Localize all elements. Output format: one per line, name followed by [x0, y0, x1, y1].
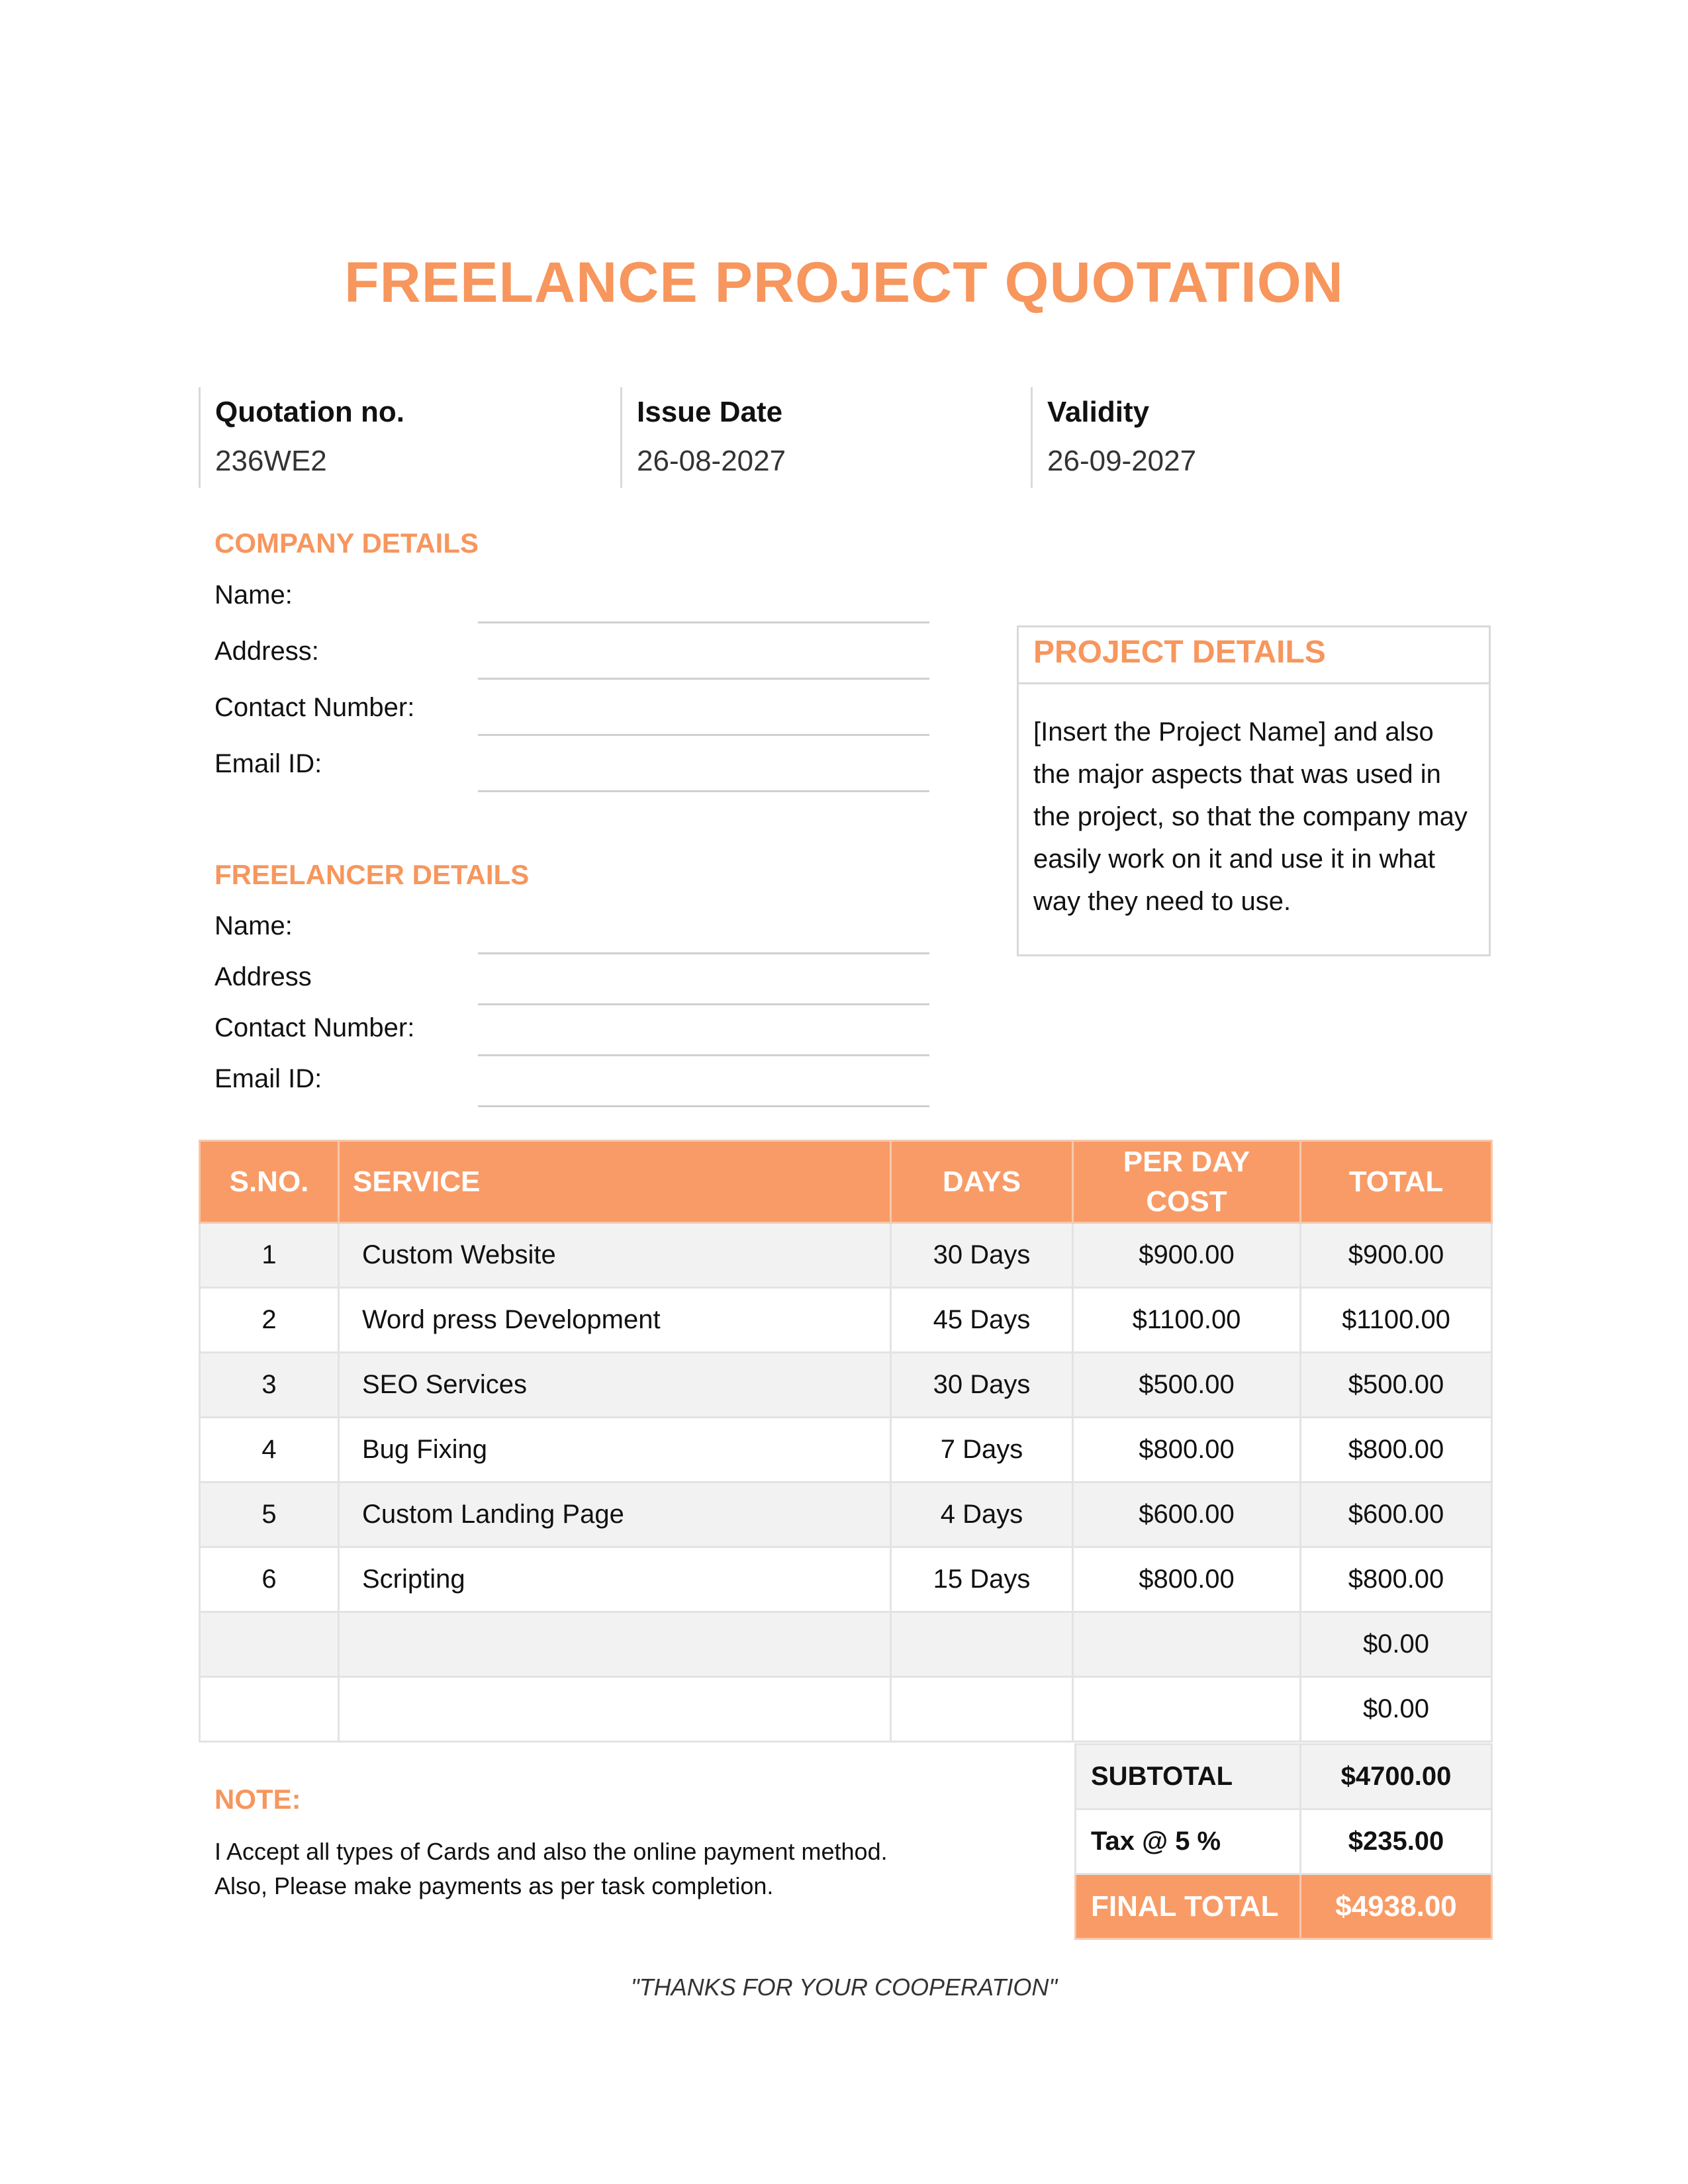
document-title: FREELANCE PROJECT QUOTATION: [344, 251, 1344, 314]
company-email-field[interactable]: [478, 790, 929, 792]
table-header-row: [200, 1141, 1492, 1223]
freelancer-details-heading: FREELANCER DETAILS: [214, 859, 530, 890]
subtotal-row: [1076, 1745, 1492, 1809]
table-row: [200, 1223, 1492, 1288]
cell-sno: 1: [200, 1223, 339, 1288]
table-row: [200, 1418, 1492, 1482]
totals-table: [1074, 1743, 1493, 1940]
final-total-row: [1076, 1874, 1492, 1939]
thanks-footer: "THANKS FOR YOUR COOPERATION": [630, 1974, 1058, 2001]
company-name-row: [214, 570, 929, 623]
subtotal-label: SUBTOTAL: [1076, 1745, 1301, 1809]
freelancer-name-label: Name:: [214, 911, 293, 940]
validity-label: Validity: [1047, 396, 1150, 428]
cell-sno: [200, 1612, 339, 1677]
validity-value: 26-09-2027: [1047, 445, 1197, 477]
cell-service: Bug Fixing: [339, 1418, 891, 1482]
note-text: [214, 1835, 888, 1903]
company-contact-row: [214, 683, 929, 736]
freelancer-email-label: Email ID:: [214, 1064, 322, 1093]
cell-days: 30 Days: [891, 1223, 1073, 1288]
issue-date-value: 26-08-2027: [637, 445, 786, 477]
final-total-label: FINAL TOTAL: [1076, 1874, 1301, 1939]
subtotal-value: $4700.00: [1301, 1745, 1492, 1809]
freelancer-contact-row: [214, 1003, 929, 1056]
freelancer-contact-label: Contact Number:: [214, 1013, 415, 1042]
company-address-field[interactable]: [478, 678, 929, 680]
cell-total: $800.00: [1301, 1547, 1492, 1612]
cell-total: $500.00: [1301, 1353, 1492, 1418]
company-name-label: Name:: [214, 580, 293, 610]
cell-per-day-cost: $600.00: [1073, 1482, 1301, 1547]
cell-service: Word press Development: [339, 1288, 891, 1353]
tax-label: Tax @ 5 %: [1076, 1809, 1301, 1874]
table-row: [200, 1353, 1492, 1418]
table-row: [200, 1288, 1492, 1353]
project-details-heading: PROJECT DETAILS: [1019, 627, 1489, 684]
company-name-field[interactable]: [478, 621, 929, 623]
header-days: DAYS: [891, 1141, 1073, 1223]
cell-service: SEO Services: [339, 1353, 891, 1418]
table-row: [200, 1612, 1492, 1677]
company-details-heading: COMPANY DETAILS: [214, 527, 479, 559]
cell-service: [339, 1677, 891, 1742]
cell-total: $600.00: [1301, 1482, 1492, 1547]
cell-days: 15 Days: [891, 1547, 1073, 1612]
cell-service: Custom Website: [339, 1223, 891, 1288]
cell-sno: 2: [200, 1288, 339, 1353]
quotation-number-value: 236WE2: [215, 445, 327, 477]
cell-days: 7 Days: [891, 1418, 1073, 1482]
table-row: [200, 1547, 1492, 1612]
cell-sno: 3: [200, 1353, 339, 1418]
cell-days: [891, 1677, 1073, 1742]
cell-total: $1100.00: [1301, 1288, 1492, 1353]
services-table: [199, 1140, 1493, 1743]
cell-days: 4 Days: [891, 1482, 1073, 1547]
cell-service: Custom Landing Page: [339, 1482, 891, 1547]
cell-sno: 6: [200, 1547, 339, 1612]
header-per-day-cost: PER DAY COST: [1073, 1141, 1301, 1223]
cell-total: $0.00: [1301, 1612, 1492, 1677]
cell-service: Scripting: [339, 1547, 891, 1612]
cell-per-day-cost: $900.00: [1073, 1223, 1301, 1288]
table-row: [200, 1482, 1492, 1547]
table-row: [200, 1677, 1492, 1742]
cell-per-day-cost: $1100.00: [1073, 1288, 1301, 1353]
cell-service: [339, 1612, 891, 1677]
note-line-2: Also, Please make payments as per task completion.: [214, 1872, 774, 1899]
cell-total: $900.00: [1301, 1223, 1492, 1288]
validity-block: [1031, 387, 1428, 488]
note-heading: NOTE:: [214, 1784, 301, 1815]
tax-row: [1076, 1809, 1492, 1874]
cell-per-day-cost: $800.00: [1073, 1418, 1301, 1482]
note-line-1: I Accept all types of Cards and also the online payment method.: [214, 1838, 888, 1865]
cell-sno: 4: [200, 1418, 339, 1482]
cell-per-day-cost: [1073, 1677, 1301, 1742]
header-total: TOTAL: [1301, 1141, 1492, 1223]
cell-days: 30 Days: [891, 1353, 1073, 1418]
freelancer-name-row: [214, 901, 929, 954]
company-address-label: Address:: [214, 637, 319, 666]
quotation-number-block: [199, 387, 609, 488]
cell-per-day-cost: $500.00: [1073, 1353, 1301, 1418]
company-email-label: Email ID:: [214, 749, 322, 778]
company-contact-field[interactable]: [478, 734, 929, 736]
issue-date-block: [620, 387, 1017, 488]
cell-sno: 5: [200, 1482, 339, 1547]
tax-value: $235.00: [1301, 1809, 1492, 1874]
cell-sno: [200, 1677, 339, 1742]
project-details-box: [1017, 625, 1491, 956]
final-total-value: $4938.00: [1301, 1874, 1492, 1939]
quotation-number-label: Quotation no.: [215, 396, 404, 428]
freelancer-address-row: [214, 952, 929, 1005]
cell-total: $0.00: [1301, 1677, 1492, 1742]
cell-per-day-cost: [1073, 1612, 1301, 1677]
company-email-row: [214, 739, 929, 792]
freelancer-address-label: Address: [214, 962, 312, 991]
cell-total: $800.00: [1301, 1418, 1492, 1482]
freelancer-email-row: [214, 1054, 929, 1107]
cell-days: [891, 1612, 1073, 1677]
cell-days: 45 Days: [891, 1288, 1073, 1353]
freelancer-email-field[interactable]: [478, 1105, 929, 1107]
header-service: SERVICE: [339, 1141, 891, 1223]
company-contact-label: Contact Number:: [214, 693, 415, 722]
cell-per-day-cost: $800.00: [1073, 1547, 1301, 1612]
company-address-row: [214, 627, 929, 680]
issue-date-label: Issue Date: [637, 396, 783, 428]
header-sno: S.NO.: [200, 1141, 339, 1223]
project-details-text: [Insert the Project Name] and also the major aspects that was used in the project, so that the company may easily work on it and use it in what way they need to use.: [1033, 717, 1468, 916]
